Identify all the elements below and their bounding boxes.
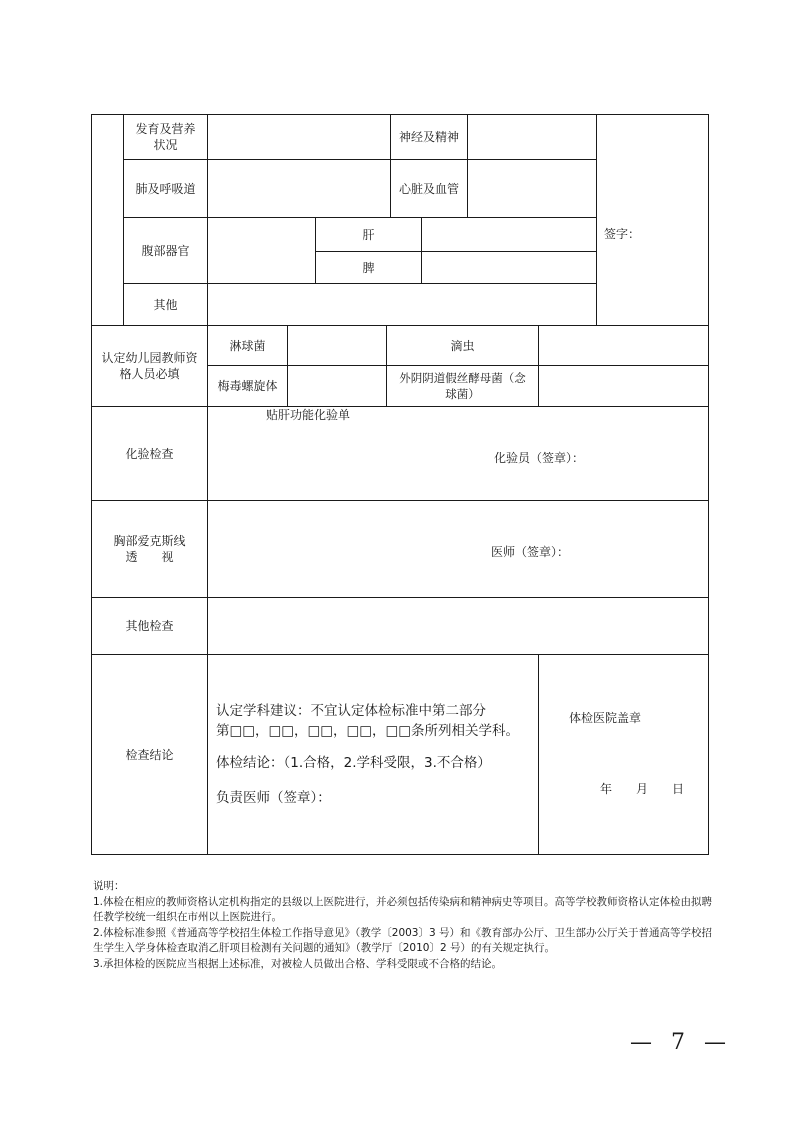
- kindergarten-required-label: 认定幼儿园教师资 格人员必填: [101, 351, 198, 381]
- col-line: [538, 654, 539, 855]
- lung-respiratory-label: 肺及呼吸道: [135, 181, 196, 196]
- abdominal-organs-label: 腹部器官: [141, 243, 190, 258]
- subject-suggestion-line-2: 第□□，□□，□□，□□，□□条所列相关学科。: [216, 723, 520, 739]
- heart-vessel-label: 心脏及血管: [398, 181, 459, 196]
- col-line: [287, 325, 288, 407]
- table-border-bottom: [91, 854, 709, 855]
- chest-xray-label: 胸部爱克斯线 透 视: [113, 534, 186, 564]
- exam-result: 体检结论：（1.合格，2.学科受限，3.不合格）: [216, 755, 491, 771]
- liver-label: 肝: [362, 227, 375, 242]
- date-day: 日: [672, 782, 685, 796]
- other-label: 其他: [153, 297, 178, 312]
- note-item-3: 3.承担体检的医院应当根据上述标准，对被检人员做出合格、学科受限或不合格的结论。: [93, 957, 503, 970]
- note-item-1: 1.体检在相应的教师资格认定机构指定的县级以上医院进行，并必须包括传染病和精神病史等项目。高等学校教师资格认定体检由拟聘任教学校统一组织在市州以上医院进行。: [93, 895, 713, 923]
- date-year: 年: [600, 782, 613, 796]
- attach-liver-function-note: 贴肝功能化验单: [266, 408, 351, 422]
- syphilis-label: 梅毒螺旋体: [217, 379, 278, 393]
- col-line: [467, 114, 468, 217]
- hospital-seal-label: 体检医院盖章: [569, 711, 642, 725]
- date-month: 月: [636, 782, 649, 796]
- note-item-2: 2.体检标准参照《普通高等学校招生体检工作指导意见》（教学〔2003〕3 号）和《教育部办公厅、卫生部办公厅关于普通高等学校招生学生入学身体检查取消乙肝项目检测有关问题的通知》（教学厅〔2010〕2 号）的有关规定执行。: [93, 926, 713, 954]
- subject-suggestion-line-1: 认定学科建议：不宜认定体检标准中第二部分: [216, 703, 486, 719]
- notes-section: [93, 879, 713, 972]
- lab-test-label: 化验检查: [125, 446, 174, 461]
- responsible-doctor-signature: 负责医师（签章）：: [216, 790, 331, 806]
- other-exam-label: 其他检查: [125, 619, 174, 633]
- trichomonas-label: 滴虫: [450, 338, 475, 353]
- col-line: [538, 325, 539, 407]
- lab-examiner-signature: 化验员（签章）：: [494, 451, 585, 465]
- signature-label: 签字：: [604, 227, 641, 241]
- table-border-right: [708, 114, 709, 855]
- col-line: [207, 114, 208, 855]
- notes-title: 说明：: [93, 880, 125, 892]
- col-line: [596, 114, 597, 326]
- col-line: [421, 217, 422, 283]
- xray-doctor-signature: 医师（签章）：: [491, 545, 570, 559]
- nervous-mental-label: 神经及精神: [398, 130, 459, 144]
- spleen-label: 脾: [362, 260, 375, 275]
- gonococcus-label: 淋球菌: [229, 338, 266, 353]
- development-nutrition-label: 发育及营养 状况: [135, 122, 196, 152]
- candida-label: 外阴阴道假丝酵母菌（念 球菌）: [399, 371, 526, 401]
- page-number: — 7 —: [630, 1030, 732, 1055]
- conclusion-label: 检查结论: [125, 747, 174, 762]
